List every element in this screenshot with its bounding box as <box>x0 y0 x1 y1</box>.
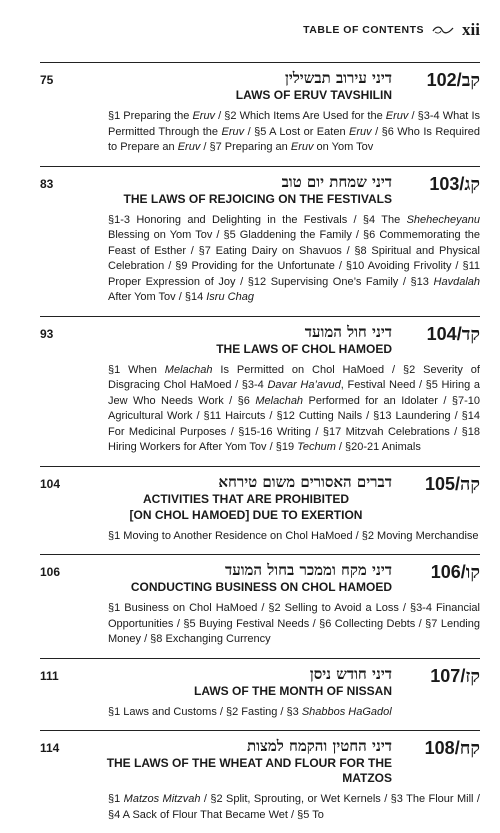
section-term-italic: Eruv <box>290 141 314 153</box>
toc-entry-hebrew-title: דיני החטין והקמח למצות <box>247 737 392 755</box>
toc-entry-section-list <box>108 792 480 823</box>
toc-entry-page-number[interactable]: 93 <box>40 326 54 341</box>
flourish-ornament-icon <box>432 25 454 35</box>
toc-entry-page-number[interactable]: 75 <box>40 73 54 87</box>
toc-entry-english-subtitle: [ON CHOL HAMOED] DUE TO EXERTION <box>129 507 363 522</box>
section-term-italic: Eruv <box>192 110 216 122</box>
chapter-number-hebrew: קה <box>460 473 480 495</box>
toc-entry-header <box>40 666 480 699</box>
chapter-number-separator: / <box>460 562 466 582</box>
section-text: Is Permitted on Chol HaMoed / §2 Severity of Disgracing Chol HaMoed / §3-4 <box>108 363 480 391</box>
toc-entry[interactable] <box>40 166 480 306</box>
chapter-number-hebrew: קח <box>459 738 480 759</box>
chapter-number-hebrew: קג <box>464 173 480 195</box>
chapter-number-arabic: 104 <box>426 323 457 344</box>
running-head-title: TABLE OF CONTENTS <box>303 24 425 36</box>
section-term-italic: Shabbos HaGadol <box>301 705 392 718</box>
toc-entry[interactable] <box>40 466 480 545</box>
toc-entry-titles <box>100 474 398 523</box>
section-text: §1 When <box>108 363 165 376</box>
chapter-number-arabic: 108 <box>424 738 455 758</box>
section-term-italic: Melachah <box>164 363 213 376</box>
toc-entry-chapter-number <box>398 666 480 687</box>
section-term-italic: Eruv <box>349 125 372 138</box>
toc-entry-hebrew-title: דיני מקח וממכר בחול המועד <box>225 561 392 579</box>
section-term-italic: Eruv <box>221 125 245 138</box>
toc-entry-header <box>40 70 480 103</box>
toc-entry-chapter-number <box>398 70 480 91</box>
chapter-number-separator: / <box>459 173 465 194</box>
toc-entry-page-number[interactable]: 106 <box>40 565 61 579</box>
toc-entry[interactable] <box>40 554 480 648</box>
toc-entry-english-title: CONDUCTING BUSINESS ON CHOL HAMOED <box>130 580 392 594</box>
toc-entry-page-number[interactable]: 114 <box>40 741 60 755</box>
toc-list <box>40 62 480 833</box>
toc-entry-chapter-number <box>398 562 480 583</box>
section-text: / §7 Preparing an <box>200 141 291 153</box>
section-text: / §20-21 Animals <box>335 441 421 453</box>
section-term-italic: Eruv <box>385 110 409 122</box>
toc-entry-header <box>40 174 480 207</box>
section-term-italic: Matzos Mitzvah <box>123 793 201 805</box>
toc-entry-english-title: THE LAWS OF REJOICING ON THE FESTIVALS <box>123 191 392 206</box>
section-text: / §3-4 What Is Permitted Through the <box>108 110 480 138</box>
section-text: §1 Laws and Customs / §2 Fasting / §3 <box>108 705 302 718</box>
toc-entry-hebrew-title: דיני חודש ניסן <box>309 664 392 683</box>
section-text: / §2 Split, Sprouting, or Wet Kernels / §3 The Flour Mill / §4 A Sack of Flour That Became Wet / §5 To <box>108 793 480 821</box>
section-term-italic: Techum <box>297 441 336 453</box>
toc-entry-header <box>40 738 480 786</box>
section-term-italic: Eruv <box>177 141 201 153</box>
section-text: / §5 A Lost or Eaten <box>244 125 350 138</box>
chapter-number-hebrew: קד <box>461 323 480 345</box>
toc-entry-hebrew-title: דיני חול המועד <box>304 322 392 341</box>
toc-entry-hebrew-title: דיני עירוב תבשילין <box>285 69 392 87</box>
toc-entry-section-list <box>108 601 480 648</box>
section-term-italic: Isru Chag <box>206 291 254 303</box>
chapter-number-separator: / <box>454 473 460 494</box>
toc-entry-english-title: ACTIVITIES THAT ARE PROHIBITED <box>142 491 349 506</box>
toc-entry[interactable] <box>40 730 480 823</box>
chapter-number-arabic: 105 <box>424 473 455 494</box>
section-text: on Yom Tov <box>313 141 374 153</box>
toc-entry-section-list <box>108 705 480 721</box>
chapter-number-separator: / <box>460 665 466 686</box>
toc-entry-titles <box>100 562 398 595</box>
toc-entry-chapter-number <box>398 474 480 495</box>
toc-entry-chapter-number <box>398 174 480 195</box>
toc-entry-chapter-number <box>398 324 480 345</box>
toc-entry-section-list <box>108 213 480 306</box>
toc-entry-header <box>40 474 480 523</box>
toc-entry-titles <box>100 324 398 357</box>
toc-entry-hebrew-title: דברים האסורים משום טירחא <box>218 472 392 491</box>
chapter-number-separator: / <box>454 738 460 758</box>
running-head <box>40 20 480 40</box>
section-text: §1 Business on Chol HaMoed / §2 Selling to Avoid a Loss / §3-4 Financial Opportunities / §5 Buying Festival Needs / §6 Collecting Debts / §7 Lending Money / §8 Exchanging Currency <box>108 602 480 645</box>
toc-entry-chapter-number <box>398 738 480 759</box>
chapter-number-hebrew: קז <box>465 665 480 687</box>
chapter-number-arabic: 106 <box>430 562 461 582</box>
chapter-number-arabic: 102 <box>426 70 457 90</box>
chapter-number-arabic: 107 <box>430 665 461 686</box>
section-text: §1-3 Honoring and Delighting in the Festivals / §4 The <box>108 213 407 226</box>
section-text: / §2 Which Items Are Used for the <box>215 110 386 122</box>
chapter-number-separator: / <box>456 70 462 90</box>
section-text: Performed for an Idolater / §7-10 Agricultural Work / §11 Haircuts / §12 Cutting Nails / §13 Laundering / §14 For Medicinal Purposes / §15-16 Writing / §17 Mitzvah Celebrations / §18 Hiring Workers for After Yom Tov / §19 <box>108 394 480 453</box>
section-term-italic: Shehecheyanu <box>406 213 480 226</box>
toc-entry-page-number[interactable]: 83 <box>40 176 54 191</box>
section-text: Blessing on Yom Tov / §5 Gladdening the Family / §6 Commemorating the Feast of Esther / §7 Eating Dairy on Shavuos / §8 Spiritual and Physical Celebration / §9 Providing for the Unfortunate / §10 Avoiding Frivolity / §11 Proper Expression of Joy / §12 Supervising One’s Family / §13 <box>108 229 480 288</box>
toc-entry[interactable] <box>40 62 480 156</box>
toc-entry-section-list <box>108 363 480 456</box>
toc-entry-english-title: LAWS OF ERUV TAVSHILIN <box>235 88 392 102</box>
toc-entry-page-number[interactable]: 111 <box>40 668 59 683</box>
page-number: xii <box>462 20 480 39</box>
toc-entry-header <box>40 562 480 595</box>
toc-entry-section-list <box>108 109 480 156</box>
section-term-italic: Melachah <box>255 394 304 407</box>
toc-entry-page-number[interactable]: 104 <box>40 476 61 491</box>
toc-entry-titles <box>100 738 398 786</box>
section-term-italic: Davar Ha’avud <box>267 379 341 391</box>
section-text: , Festival Need / §5 Hiring a Jew Who Needs Work / §6 <box>108 379 480 407</box>
chapter-number-arabic: 103 <box>429 173 460 194</box>
toc-entry-section-list <box>108 529 480 545</box>
toc-entry-english-title: LAWS OF THE MONTH OF NISSAN <box>194 683 392 698</box>
section-text: §1 <box>108 793 124 805</box>
chapter-number-separator: / <box>456 323 462 344</box>
toc-entry-titles <box>100 174 398 207</box>
chapter-number-hebrew: קו <box>465 562 480 583</box>
toc-entry-hebrew-title: דיני שמחת יום טוב <box>281 172 392 191</box>
toc-entry-english-title: THE LAWS OF THE WHEAT AND FLOUR FOR THE MATZOS <box>106 756 392 785</box>
toc-entry[interactable] <box>40 658 480 721</box>
section-term-italic: Havdalah <box>433 275 480 288</box>
toc-entry[interactable] <box>40 316 480 456</box>
section-text: / §6 Who Is Required to Prepare an <box>108 125 480 153</box>
toc-entry-header <box>40 324 480 357</box>
toc-entry-titles <box>100 70 398 103</box>
section-text: After Yom Tov / §14 <box>108 291 207 303</box>
section-text: §1 Preparing the <box>108 110 193 122</box>
section-text: §1 Moving to Another Residence on Chol HaMoed / §2 Moving Merchandise <box>108 529 479 542</box>
chapter-number-hebrew: קב <box>461 70 480 91</box>
toc-entry-titles <box>100 666 398 699</box>
toc-entry-english-title: THE LAWS OF CHOL HAMOED <box>216 341 392 356</box>
